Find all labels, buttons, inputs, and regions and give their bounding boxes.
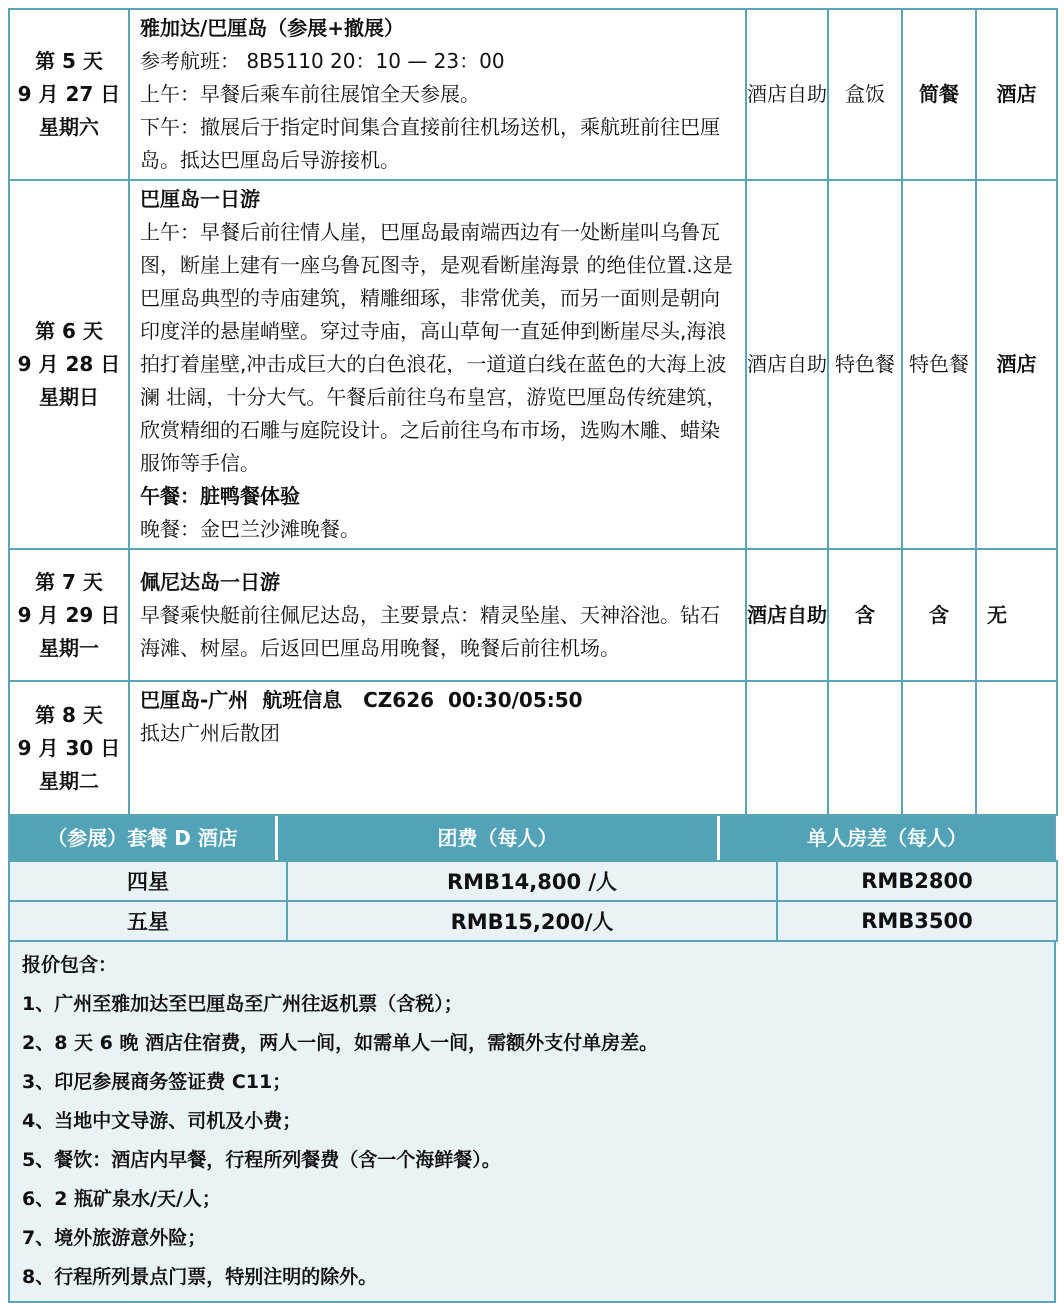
hotel-cell: 酒店 [976,9,1057,180]
dinner-cell: 简餐 [902,9,976,180]
day-description [129,180,746,549]
includes-item: 7、境外旅游意外险； [22,1227,207,1249]
itinerary-row-day8 [9,681,1057,815]
hotel-cell: 无 [976,549,1057,681]
day-number: 第 6 天 [35,319,103,343]
price-level: 四星 [9,861,287,901]
includes-item: 1、广州至雅加达至巴厘岛至广州往返机票（含税）； [22,993,463,1015]
dinner-note [140,513,737,546]
price-fee: RMB14,800 /人 [287,861,777,901]
dinner-cell: 特色餐 [902,180,976,549]
price-table [8,860,1058,942]
day-number: 第 5 天 [35,49,103,73]
dinner-note-text: 晚餐：金巴兰沙滩晚餐。 [140,517,360,541]
price-row [9,901,1057,941]
day-line: 早餐乘快艇前往佩尼达岛，主要景点：精灵坠崖、天神浴池。钻石海滩、树屋。后返回巴厘岛用晚餐，晚餐后前往机场。 [140,602,720,660]
breakfast-cell: 酒店自助 [746,9,828,180]
price-single: RMB2800 [777,861,1057,901]
lunch-cell: 含 [828,549,902,681]
day-title: 佩尼达岛一日游 [140,569,280,594]
day-line: 上午：早餐后乘车前往展馆全天参展。 [140,82,480,106]
day-weekday: 星期六 [39,115,99,139]
price-header-single-supplement: 单人房差（每人） [807,826,967,850]
itinerary-table [8,8,1058,816]
price-level: 五星 [9,901,287,941]
includes-title: 报价包含： [22,954,118,976]
hotel-cell [976,681,1057,815]
includes-item: 2、8 天 6 晚 酒店住宿费，两人一间，如需单人一间，需额外支付单房差。 [22,1032,659,1054]
day-number: 第 8 天 [35,702,103,727]
day-weekday: 星期日 [39,385,99,409]
price-row [9,861,1057,901]
day-title: 巴厘岛-广州 航班信息 CZ626 00:30/05:50 [140,688,583,712]
includes-item: 6、2 瓶矿泉水/天/人； [22,1188,221,1210]
lunch-cell [828,681,902,815]
day-cell [9,9,129,180]
includes-item: 3、印尼参展商务签证费 C11； [22,1071,292,1093]
hotel-cell: 酒店 [976,180,1057,549]
day-line: 抵达广州后散团 [140,721,280,745]
day-cell [9,180,129,549]
breakfast-cell [746,681,828,815]
day-cell [9,549,129,681]
day-description [129,549,746,681]
day-title: 雅加达/巴厘岛（参展+撤展） [140,16,405,40]
itinerary-row-day5 [9,9,1057,180]
price-single: RMB3500 [777,901,1057,941]
dinner-cell [902,681,976,815]
price-fee: RMB15,200/人 [287,901,777,941]
includes-section [8,942,1056,1303]
day-weekday: 星期一 [39,635,99,660]
price-header-group-fee: 团费（每人） [278,816,720,860]
day-cell [9,681,129,815]
lunch-cell: 盒饭 [828,9,902,180]
day-date: 9 月 29 日 [17,602,121,627]
dinner-cell: 含 [902,549,976,681]
day-date: 9 月 27 日 [17,82,121,106]
price-header-package: （参展）套餐 D 酒店 [10,816,278,860]
day-date: 9 月 30 日 [17,735,121,760]
includes-item: 8、行程所列景点门票，特别注明的除外。 [22,1266,378,1288]
itinerary-page [8,8,1056,1303]
day-line: 上午：早餐后前往情人崖，巴厘岛最南端西边有一处断崖叫乌鲁瓦图，断崖上建有一座乌鲁瓦图寺，是观看断崖海景 的绝佳位置.这是巴厘岛典型的寺庙建筑，精雕细琢，非常优美，而另一面则是朝向印度洋的悬崖峭壁。穿过寺庙，高山草甸一直延伸到断崖尽头,海浪拍打着崖壁,冲击成巨大的白色浪花，一道道白线在蓝色的大海上波澜 壮阔，十分大气。午餐后前往乌布皇宫，游览巴厘岛传统建筑，欣赏精细的石雕与庭院设计。之后前往乌布市场，选购木雕、蜡染服饰等手信。 [140,220,733,475]
itinerary-row-day7 [9,549,1057,681]
day-description [129,681,746,815]
lunch-note: 午餐：脏鸭餐体验 [140,484,300,508]
lunch-cell: 特色餐 [828,180,902,549]
price-header [8,816,1056,860]
day-title: 巴厘岛一日游 [140,187,260,211]
breakfast-cell: 酒店自助 [746,180,828,549]
day-date: 9 月 28 日 [17,352,121,376]
day-line: 下午：撤展后于指定时间集合直接前往机场送机，乘航班前往巴厘岛。抵达巴厘岛后导游接机。 [140,115,720,172]
day-line: 参考航班： 8B5110 20：10 — 23：00 [140,49,505,73]
day-number: 第 7 天 [35,569,103,594]
day-weekday: 星期二 [39,768,99,793]
day-description [129,9,746,180]
includes-item: 5、餐饮：酒店内早餐，行程所列餐费（含一个海鲜餐）。 [22,1149,501,1171]
breakfast-cell: 酒店自助 [746,549,828,681]
includes-item: 4、当地中文导游、司机及小费； [22,1110,302,1132]
itinerary-row-day6 [9,180,1057,549]
